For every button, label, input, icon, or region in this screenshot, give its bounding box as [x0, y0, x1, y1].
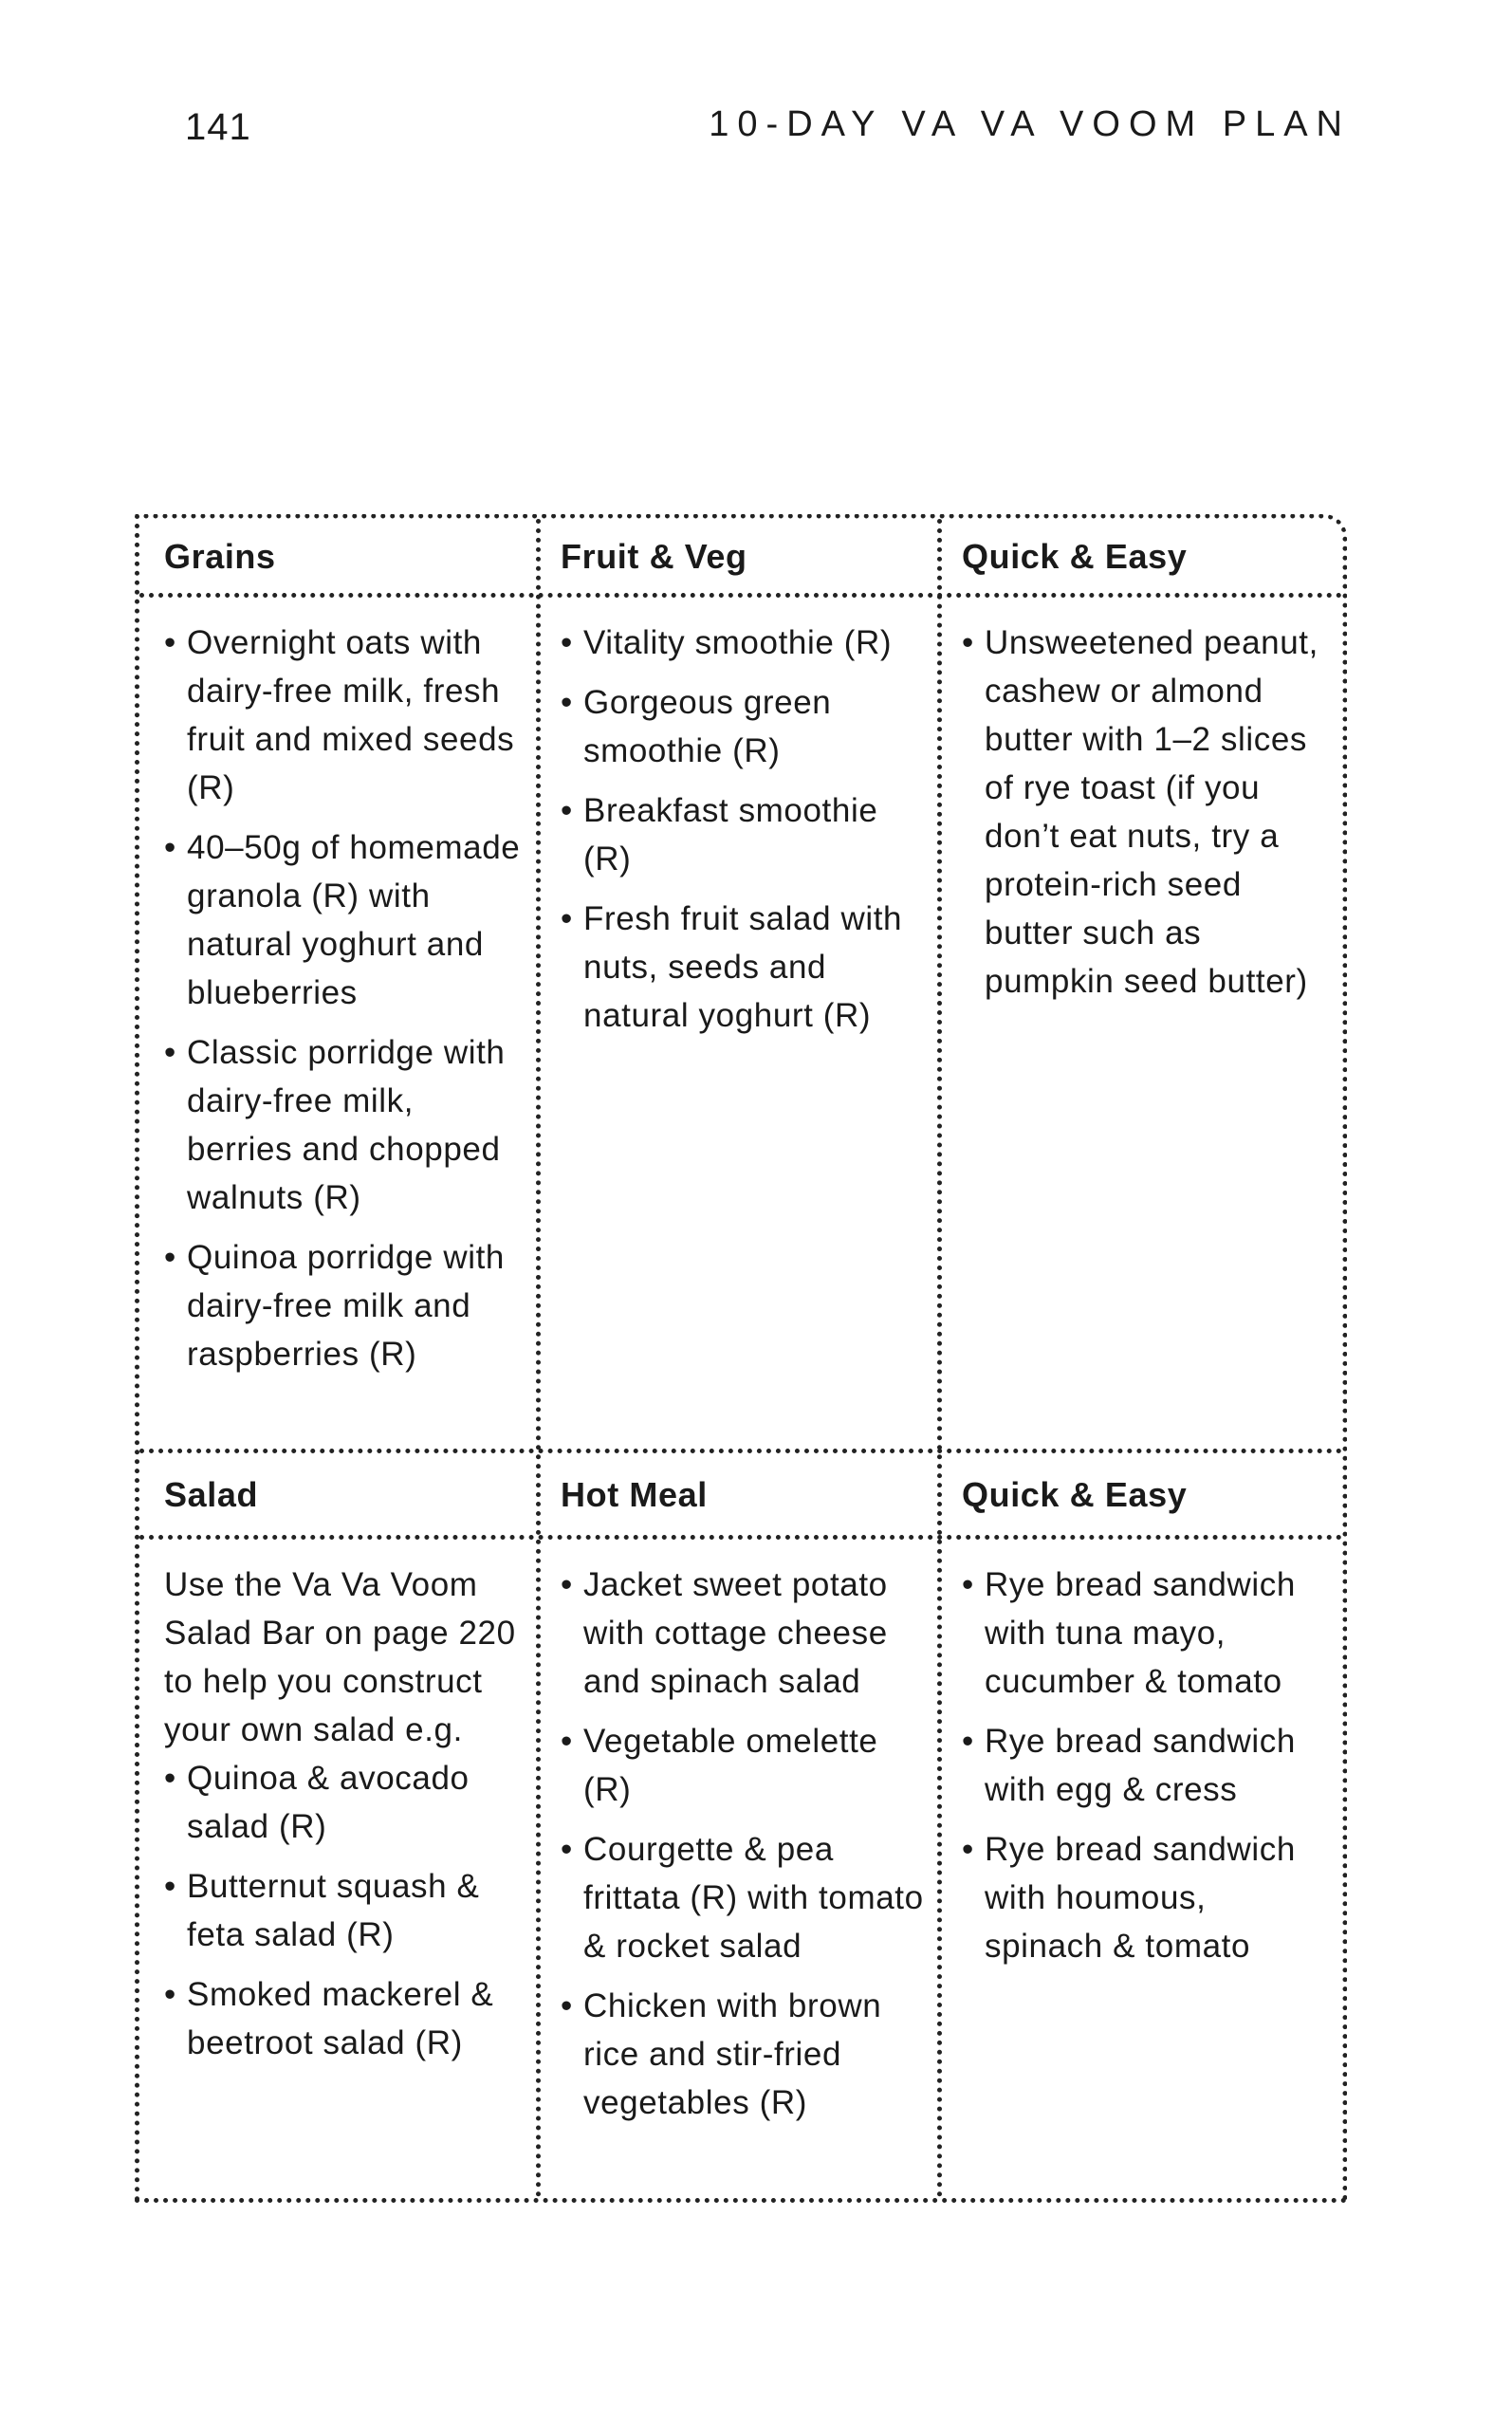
list-item: • Chicken with brown rice and stir-fried vegetables (R)	[561, 1982, 924, 2127]
list-item: • Breakfast smoothie (R)	[561, 786, 924, 883]
list-item: • Vegetable omelette (R)	[561, 1717, 924, 1814]
hot-meal-header: Hot Meal	[561, 1474, 708, 1514]
hot-meal-list	[561, 1561, 924, 2127]
meal-options-table	[135, 514, 1347, 2203]
list-item: • Smoked mackerel & beetroot salad (R)	[164, 1970, 523, 2067]
grains-header: Grains	[164, 536, 276, 576]
quick-easy-list-2	[962, 1561, 1329, 1970]
quick-easy-cell-2	[937, 1561, 1342, 2196]
list-item: • Rye bread sandwich with tuna mayo, cucumber & tomato	[962, 1561, 1329, 1706]
quick-easy-list	[962, 619, 1329, 1006]
grains-list	[164, 619, 523, 1378]
quick-easy-header-2: Quick & Easy	[962, 1474, 1188, 1514]
list-item: • Overnight oats with dairy-free milk, fresh fruit and mixed seeds (R)	[164, 619, 523, 812]
list-item: • Quinoa & avocado salad (R)	[164, 1754, 523, 1851]
salad-cell	[139, 1561, 536, 2196]
hot-meal-cell	[536, 1561, 937, 2196]
list-item: • Rye bread sandwich with egg & cress	[962, 1717, 1329, 1814]
salad-header: Salad	[164, 1474, 259, 1514]
list-item: • 40–50g of homemade granola (R) with natural yoghurt and blueberries	[164, 823, 523, 1017]
list-item: • Rye bread sandwich with houmous, spinach & tomato	[962, 1825, 1329, 1970]
salad-intro: Use the Va Va Voom Salad Bar on page 220 to help you construct your own salad e.g.	[164, 1566, 516, 1748]
quick-easy-cell	[937, 619, 1342, 1444]
list-item: • Butternut squash & feta salad (R)	[164, 1862, 523, 1959]
list-item: • Gorgeous green smoothie (R)	[561, 678, 924, 775]
fruit-veg-cell	[536, 619, 937, 1444]
list-item: • Fresh fruit salad with nuts, seeds and natural yoghurt (R)	[561, 895, 924, 1040]
fruit-veg-list	[561, 619, 924, 1040]
list-item: • Quinoa porridge with dairy-free milk and raspberries (R)	[164, 1233, 523, 1378]
page-number: 141	[185, 106, 251, 148]
quick-easy-header: Quick & Easy	[962, 536, 1188, 576]
row-divider	[139, 1535, 1342, 1540]
grains-cell	[139, 619, 536, 1444]
row-divider	[139, 593, 1342, 598]
list-item: • Jacket sweet potato with cottage cheese and spinach salad	[561, 1561, 924, 1706]
salad-list	[164, 1754, 523, 2067]
list-item: • Courgette & pea frittata (R) with tomato & rocket salad	[561, 1825, 924, 1970]
list-item: • Vitality smoothie (R)	[561, 619, 924, 667]
running-head: 10-DAY VA VA VOOM PLAN	[709, 104, 1351, 144]
fruit-veg-header: Fruit & Veg	[561, 536, 747, 576]
list-item: • Classic porridge with dairy-free milk, berries and chopped walnuts (R)	[164, 1028, 523, 1222]
list-item: • Unsweetened peanut, cashew or almond butter with 1–2 slices of rye toast (if you don’t eat nuts, try a protein-rich seed butter such as pumpkin seed butter)	[962, 619, 1329, 1006]
